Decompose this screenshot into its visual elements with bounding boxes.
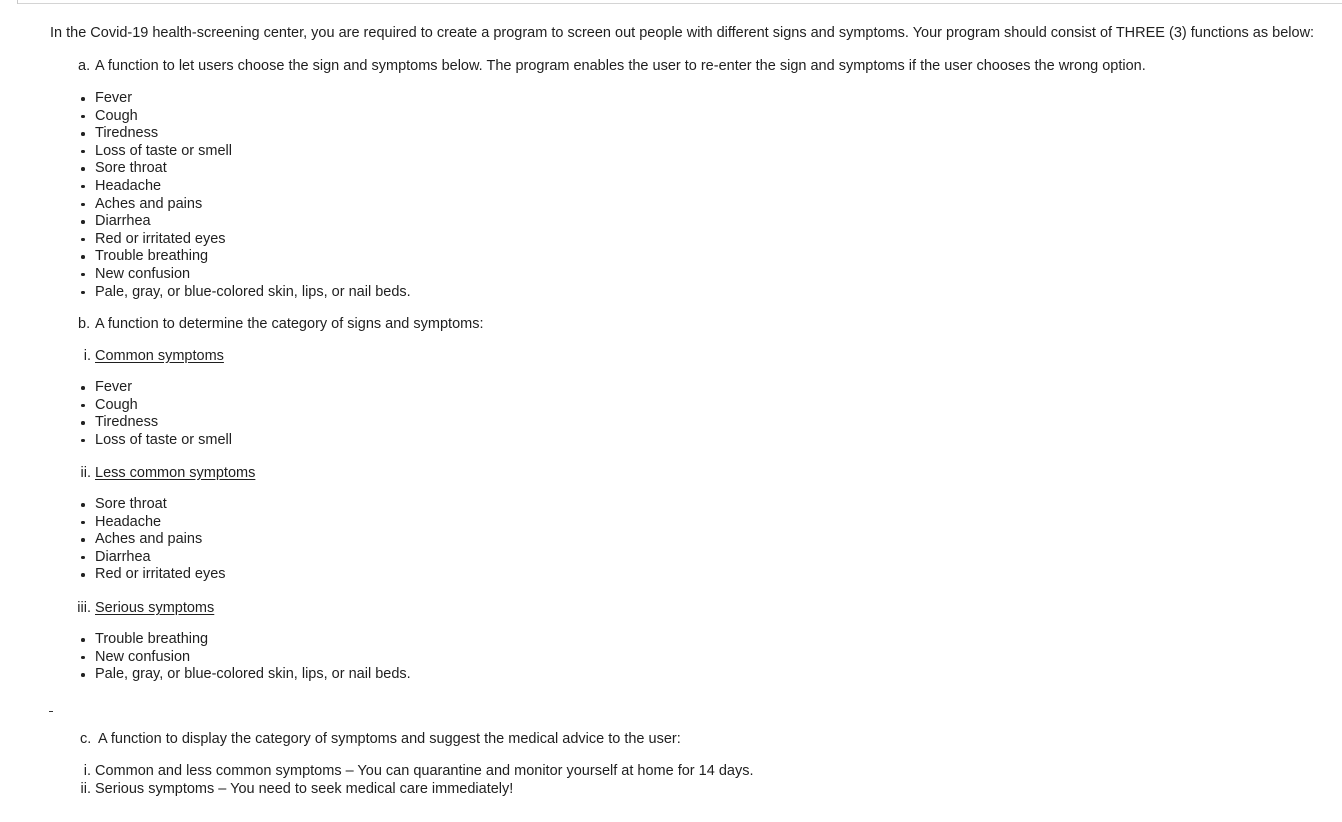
less-common-symptoms-list [75,496,226,584]
part-c-marker: c. [80,731,92,747]
common-symptoms-marker: i. [83,348,91,364]
list-item: New confusion [75,649,411,667]
list-item: Pale, gray, or blue-colored skin, lips, or nail beds. [75,284,411,302]
advice-marker: i. [83,763,91,779]
serious-symptoms-marker: iii. [77,600,91,616]
list-item: Tiredness [75,414,232,432]
list-item: New confusion [75,266,411,284]
page-top-rule [18,3,1342,4]
list-item: Trouble breathing [75,248,411,266]
list-item: Red or irritated eyes [75,231,411,249]
common-symptoms-heading: Common symptoms [95,348,224,364]
intro-paragraph: In the Covid-19 health-screening center, you are required to create a program to screen out people with different signs and symptoms. Your program should consist of THREE (3) functions as below: [50,25,1315,41]
stray-dash-mark [49,711,53,712]
list-item: Headache [75,178,411,196]
list-item: Diarrhea [75,213,411,231]
list-item: Cough [75,108,411,126]
part-a-text: A function to let users choose the sign and symptoms below. The program enables the user to re-enter the sign and symptoms if the user chooses the wrong option. [95,58,1146,74]
list-item: Diarrhea [75,549,226,567]
part-b-marker: b. [78,316,91,332]
common-symptoms-list [75,379,232,449]
advice-item: Common and less common symptoms – You can quarantine and monitor yourself at home for 14 days. [95,763,754,779]
list-item: Cough [75,397,232,415]
serious-symptoms-heading: Serious symptoms [95,600,215,616]
advice-marker: ii. [80,781,91,797]
list-item: Red or irritated eyes [75,566,226,584]
list-item: Sore throat [75,496,226,514]
part-b-text: A function to determine the category of signs and symptoms: [95,316,484,332]
serious-symptoms-list [75,631,411,684]
list-item: Loss of taste or smell [75,432,232,450]
list-item: Headache [75,514,226,532]
list-item: Aches and pains [75,196,411,214]
list-item: Trouble breathing [75,631,411,649]
less-common-symptoms-heading: Less common symptoms [95,465,256,481]
list-item: Sore throat [75,160,411,178]
part-a-marker: a. [78,58,91,74]
list-item: Fever [75,379,232,397]
list-item: Pale, gray, or blue-colored skin, lips, or nail beds. [75,666,411,684]
less-common-symptoms-marker: ii. [80,465,91,481]
list-item: Aches and pains [75,531,226,549]
part-c-text: A function to display the category of symptoms and suggest the medical advice to the user: [98,731,681,747]
list-item: Tiredness [75,125,411,143]
list-item: Loss of taste or smell [75,143,411,161]
part-a-symptom-list [75,90,411,301]
advice-item: Serious symptoms – You need to seek medical care immediately! [95,781,514,797]
list-item: Fever [75,90,411,108]
